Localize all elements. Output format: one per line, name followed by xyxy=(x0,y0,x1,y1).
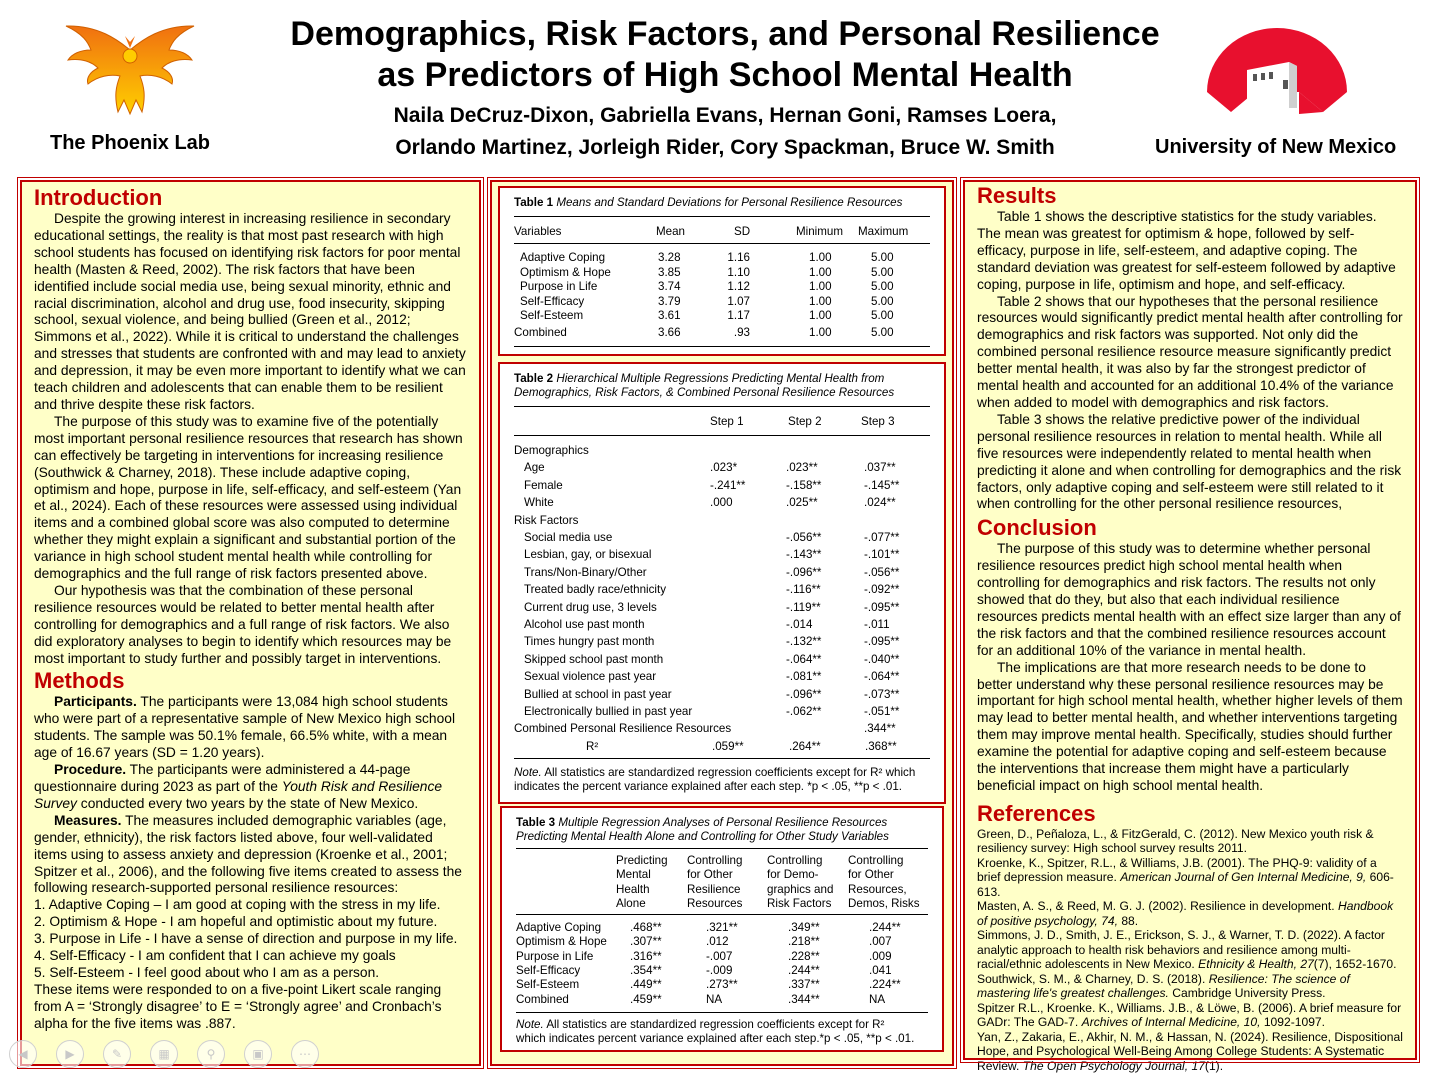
t2-cell: -.095** xyxy=(864,635,900,649)
t1-cell: 5.00 xyxy=(871,294,894,308)
author-list xyxy=(330,100,1120,164)
back-icon[interactable]: ◀ xyxy=(9,1040,37,1068)
t1-header: SD xyxy=(734,225,751,238)
ref-text: Southwick, S. M., & Charney, D. S. (2018). xyxy=(977,971,1206,986)
t3-cell: .321** xyxy=(706,921,738,934)
t1-header: Maximum xyxy=(858,225,909,238)
t2-cell: -.014 xyxy=(786,618,813,631)
t3-cell: .449** xyxy=(630,978,662,992)
intro-paragraph-1: Despite the growing interest in increasing resilience in secondary educational settings, the reality is that most past research with high school students has focused on identifying risk factors for poor mental health (Masten & Reed, 2002). The risk factors that have been identified include social media use, being sexual minority, ethnic and racial discrimination, alcohol and drug use, food insecurity, skipping school, sexual violence, and being bullied (Green et al., 2012; Simmons et al., 2022). While it is critical to understand the challenges and stresses that students are confronted with and may lead to anxiety and depression, it may be even more important to identify what we can teach children and adolescents that can enable them to be resilient and thrive despite these risk factors. xyxy=(34,211,466,412)
t1-cell: 1.10 xyxy=(727,265,750,279)
t2-cell: -.092** xyxy=(864,583,900,597)
t1-row-label: Purpose in Life xyxy=(520,280,598,294)
table-3-caption xyxy=(516,816,887,830)
table-2 xyxy=(498,362,946,804)
measure-item: 5. Self-Esteem - I feel good about who I am as a person. xyxy=(34,964,380,980)
t3-cell: .244** xyxy=(788,963,820,977)
table-1-rule xyxy=(514,243,930,244)
t1-row-label: Self-Efficacy xyxy=(520,294,585,308)
t1-cell: 5.00 xyxy=(871,280,894,294)
t2-cell: -.064** xyxy=(864,670,900,684)
table-3-title-1: Multiple Regression Analyses of Personal Resilience Resources xyxy=(558,816,888,829)
t2-cell: -.119** xyxy=(786,600,821,614)
t2-cell: -.241** xyxy=(710,478,746,492)
results-panel xyxy=(963,180,1417,1073)
t2-cell: -.096** xyxy=(786,565,822,579)
participants-paragraph xyxy=(34,694,467,762)
ref-text: Masten, A. S., & Reed, M. G. J. (2002). Resilience in development. xyxy=(977,899,1335,914)
table-3-rule xyxy=(516,1012,928,1013)
ref-journal: Ethnicity & Health, 27 xyxy=(1198,957,1314,972)
table-3-label: Table 3 xyxy=(516,816,556,829)
t2-row-label: Times hungry past month xyxy=(524,635,655,649)
t2-group-label: Demographics xyxy=(514,444,589,457)
t3-cell: .218** xyxy=(788,935,820,949)
results-paragraph-1: Table 1 shows the descriptive statistics for the study variables. The mean was greatest for optimism & hope, followed by self-efficacy, purpose in life, self-esteem, and adaptive coping. The standard deviation was greatest for self-esteem followed by adaptive coping, purpose in life, optimism and hope, and self-efficacy. xyxy=(977,209,1396,292)
table-2-note-2: indicates the percent variance explained after each step. *p < .05, **p < .01. xyxy=(514,780,902,793)
t3-row-label: Self-Esteem xyxy=(516,978,580,992)
t2-row-label: Skipped school past month xyxy=(524,652,664,666)
t3-cell: .228** xyxy=(788,949,820,963)
unm-label: University of New Mexico xyxy=(1155,136,1397,158)
t1-header: Variables xyxy=(514,225,562,238)
t3-header-line: Risk Factors xyxy=(767,897,832,911)
ref-journal: American Journal of Gen Internal Medicine, 9, xyxy=(1120,870,1367,885)
ref-text: Kroenke, K., Spitzer, R.L., & Williams, J.B. (2001). The PHQ-9: validity of a brief depression measure. xyxy=(977,855,1377,885)
t1-cell: 5.00 xyxy=(871,265,894,279)
t3-header-line: for Other xyxy=(687,868,733,882)
ref-pages: (7), 1652-1670. xyxy=(1313,957,1397,972)
t3-header-line: Demos, Risks xyxy=(848,897,920,911)
t2-cell: .037** xyxy=(864,461,896,475)
t2-row-label: Social media use xyxy=(524,531,613,544)
t1-cell: 1.17 xyxy=(727,309,750,323)
t2-cell: .023** xyxy=(786,461,818,475)
procedure-paragraph xyxy=(34,762,467,813)
t2-cell: -.095** xyxy=(864,600,900,614)
measure-item: 1. Adaptive Coping – I am good at coping with the stress in my life. xyxy=(34,897,441,913)
t3-cell: -.009 xyxy=(706,963,733,977)
t1-cell: 1.00 xyxy=(809,280,832,294)
procedure-label: Procedure. xyxy=(54,762,127,778)
ref-journal: Resilience: The science of mastering life's greatest challenges. xyxy=(977,971,1350,1001)
t3-header-line: Resilience xyxy=(687,882,741,896)
measures-label: Measures. xyxy=(54,812,122,828)
t2-row-label: Bullied at school in past year xyxy=(524,687,672,701)
t1-row-label: Adaptive Coping xyxy=(520,251,606,264)
t3-cell: .009 xyxy=(869,949,892,963)
title-line-2: as Predictors of High School Mental Health xyxy=(377,56,1073,94)
results-body xyxy=(977,209,1403,513)
measure-item: 2. Optimism & Hope - I am hopeful and optimistic about my future. xyxy=(34,914,438,930)
t1-row-label: Optimism & Hope xyxy=(520,265,611,279)
reference-item xyxy=(977,899,1403,928)
t3-cell: .244** xyxy=(869,921,901,934)
t1-row-label: Self-Esteem xyxy=(520,309,584,323)
t1-cell: 3.74 xyxy=(658,280,681,294)
unm-sun-icon xyxy=(1203,22,1351,120)
t2-header: Step 3 xyxy=(861,415,895,428)
ref-text: Simmons, J. D., Smith, J. E., Erickson, S. J., & Warner, T. D. (2022). A factor analytic approach to health risk behaviors and resilience among multi-racial/ethnic adolescents in New Mexico. xyxy=(977,928,1385,972)
t1-cell: 1.00 xyxy=(809,326,832,339)
zoom-icon[interactable]: ⚲ xyxy=(197,1040,225,1068)
intro-methods-panel xyxy=(20,180,481,1066)
t1-cell: 5.00 xyxy=(871,251,894,264)
t3-cell: .468** xyxy=(630,921,662,934)
t3-note-label: Note. xyxy=(516,1018,544,1031)
t2-cell: -.143** xyxy=(786,548,822,562)
reference-item xyxy=(977,972,1403,1001)
t2-cell: .344** xyxy=(864,722,896,736)
t3-header-line: Resources xyxy=(687,897,743,911)
ref-journal: Archives of Internal Medicine, 10, xyxy=(1081,1015,1261,1030)
t3-cell: NA xyxy=(706,992,723,1006)
ref-text: Spitzer R.L., Kroenke. K., Williams. J.B., & Löwe, B. (2006). A brief measure for GADr: The GAD-7. xyxy=(977,1000,1402,1030)
poster-title xyxy=(250,14,1200,96)
table-3-rule xyxy=(516,914,928,915)
authors-line-2: Orlando Martinez, Jorleigh Rider, Cory Spackman, Bruce W. Smith xyxy=(395,136,1055,159)
t2-cell: -.011 xyxy=(864,618,890,631)
table-2-note-1 xyxy=(514,766,915,780)
t2-r2-value: .368** xyxy=(865,740,897,753)
t2-cell: .024** xyxy=(864,496,896,510)
t3-row-label: Optimism & Hope xyxy=(516,935,607,949)
conclusion-paragraph-2: The implications are that more research needs to be done to better understand why these personal resilience resources may be important for high school mental health, whether higher levels of them may lead to better mental health, and whether interventions targeting them may improve mental health. Specifically, studies should further examine the potential for adaptive coping and self-esteem because the interventions that increase them might have a particularly beneficial impact on high school mental health. xyxy=(977,659,1403,793)
conclusion-paragraph-1: The purpose of this study was to determine whether personal resilience resources predict high school mental health when controlling for demographics and risk factors. The results not only showed that do they, but also that each individual resilience resources predicts mental health with an effect size larger than any of the risk factors and that the combined resilience resources account for an additional 10% of the variance in mental health. xyxy=(977,541,1401,658)
t3-cell: NA xyxy=(869,992,886,1006)
t2-r2-value: .059** xyxy=(712,740,744,753)
t2-cell: -.096** xyxy=(786,687,822,701)
ref-journal: The Open Psychology Journal, 17 xyxy=(1022,1058,1205,1073)
t3-note-text: All statistics are standardized regression coefficients except for R² xyxy=(546,1018,885,1031)
conclusion-heading: Conclusion xyxy=(977,515,1097,541)
table-1 xyxy=(498,186,946,356)
results-paragraph-2: Table 2 shows that our hypotheses that the personal resilience resources would significantly predict mental health after controlling for demographics and risk factors was supported. Not only did the combined personal resilience resource measure significantly predict better mental health, it was also by far the strongest predictor of mental health and accounted for an additional 10.4% of the variance when added to model with demographics and risk factors. xyxy=(977,293,1403,410)
table-2-label: Table 2 xyxy=(514,372,554,385)
t2-cell: .023* xyxy=(710,461,738,475)
t2-cell: -.081** xyxy=(786,670,822,684)
measures-text: The measures included demographic variables (age, gender, ethnicity), the risk factors listed above, four well-validated items using to assess anxiety and depression (Kroenke et al., 2001; Spitzer et al., 2006), and the following five items created to assess the following research-supported personal resilience resources: xyxy=(34,812,462,896)
measures-paragraph xyxy=(34,813,467,898)
t3-cell: -.007 xyxy=(706,949,733,963)
intro-paragraph-2: The purpose of this study was to examine five of the potentially most important personal resilience resources that research has shown can effectively be targeting in interventions for increasing resilience (Southwick & Charney, 2018). These include adaptive coping, optimism and hope, purpose in life, self-efficacy, and self-esteem (Yan et al., 2024). Each of these resources were assessed using individual items and a combined global score was also computed to determine whether they might explain a significant and substantial portion of the variance in high school student mental health while controlling for demographics and the full range of risk factors presented above. xyxy=(34,413,463,582)
t3-cell: .307** xyxy=(630,935,662,949)
t2-cell: -.040** xyxy=(864,652,900,666)
results-heading: Results xyxy=(977,183,1057,208)
t3-row-label: Purpose in Life xyxy=(516,949,594,963)
t3-row-label: Combined xyxy=(516,992,569,1006)
t3-cell: .316** xyxy=(630,949,662,963)
t2-r2-value: .264** xyxy=(789,740,821,753)
t1-cell: 3.79 xyxy=(658,294,681,308)
t2-r2-label: R² xyxy=(586,740,599,753)
t2-cell: -.056** xyxy=(786,531,822,544)
table-3-note-2: which indicates percent variance explained after each step.*p < .05, **p < .01. xyxy=(516,1032,915,1045)
t2-row-label: Current drug use, 3 levels xyxy=(524,600,657,614)
t1-header: Minimum xyxy=(796,225,844,238)
phoenix-icon xyxy=(58,20,203,120)
t2-note-text: All statistics are standardized regression coefficients except for R² which xyxy=(544,766,916,779)
procedure-survey-name: Youth Risk and Resilience Survey xyxy=(34,779,443,811)
play-icon[interactable]: ▶ xyxy=(56,1040,84,1068)
t1-cell: 3.85 xyxy=(658,265,681,279)
t2-cell: -.132** xyxy=(786,635,822,649)
methods-closing: These items were responded to on a five-point Likert scale ranging from A = ‘Strongly disagree’ to E = ‘Strongly agree’ and Cronbach’s alpha for the five items was .887. xyxy=(34,981,442,1031)
t3-cell: .459** xyxy=(630,992,662,1006)
table-3 xyxy=(500,806,944,1052)
t3-cell: .349** xyxy=(788,921,820,934)
authors-line-1: Naila DeCruz-Dixon, Gabriella Evans, Hernan Goni, Ramses Loera, xyxy=(393,104,1057,127)
t3-header-line: Resources, xyxy=(848,882,907,896)
ref-pages: 1092-1097. xyxy=(1263,1015,1326,1030)
t3-cell: .012 xyxy=(706,935,729,949)
t3-header-line: Controlling xyxy=(767,854,823,867)
t2-row-label: Female xyxy=(524,478,563,492)
table-2-title-1: Hierarchical Multiple Regressions Predicting Mental Health from xyxy=(556,372,885,385)
t2-cell: .000 xyxy=(710,496,733,510)
ref-pages: 88. xyxy=(1121,913,1139,928)
ref-text: Green, D., Peñaloza, L., & FitzGerald, C. (2012). New Mexico youth risk & resiliency survey: High school survey results 2011. xyxy=(977,826,1374,856)
t2-note-label: Note. xyxy=(514,766,542,779)
t1-cell: 1.12 xyxy=(727,280,750,294)
ref-pages: (1). xyxy=(1204,1058,1224,1073)
t2-cell: -.101** xyxy=(864,548,900,562)
t1-cell: 3.66 xyxy=(658,326,681,339)
t2-cell: .025** xyxy=(786,496,818,510)
measure-item: 4. Self-Efficacy - I am confident that I can achieve my goals xyxy=(34,948,396,964)
table-1-caption xyxy=(514,196,902,210)
results-paragraph-3: Table 3 shows the relative predictive power of the individual personal resilience resources in relation to mental health. While all five resources were independently related to mental health when predicting it alone and when controlling for demographics and the risk factors, only adaptive coping and self-esteem were still related to it when controlling for the other personal resilience resources, xyxy=(977,411,1402,512)
table-1-title: Means and Standard Deviations for Personal Resilience Resources xyxy=(556,196,903,209)
t3-header-line: graphics and xyxy=(767,882,834,896)
phoenix-lab-label: The Phoenix Lab xyxy=(50,132,211,154)
t2-cell: -.056** xyxy=(864,565,900,579)
reference-item xyxy=(977,856,1403,900)
table-2-rule xyxy=(514,406,930,407)
t3-cell: .224** xyxy=(869,978,901,992)
t2-row-label: Trans/Non-Binary/Other xyxy=(524,565,647,579)
intro-paragraph-3: Our hypothesis was that the combination of these personal resilience resources would be related to better mental health after controlling for demographics and a full range of risk factors. We also did exploratory analyses to begin to identify which resources may be most important to study further and possibly target in interventions. xyxy=(34,582,452,666)
t3-row-label: Adaptive Coping xyxy=(516,921,602,934)
table-1-rule xyxy=(514,346,930,347)
t2-row-label: White xyxy=(524,496,554,510)
slides-icon[interactable]: ▦ xyxy=(150,1040,178,1068)
ref-journal: Handbook of positive psychology, 74, xyxy=(977,899,1394,928)
t1-cell: 1.00 xyxy=(809,251,832,264)
t3-header-line: Predicting xyxy=(616,854,668,867)
t3-header-line: Controlling xyxy=(848,854,904,867)
t3-header-line: Controlling xyxy=(687,854,743,867)
participants-label: Participants. xyxy=(54,694,137,710)
t1-cell: 3.61 xyxy=(658,309,681,323)
methods-heading: Methods xyxy=(34,668,125,694)
ref-pages: 606-613. xyxy=(977,870,1394,899)
t3-header-line: Alone xyxy=(616,897,646,911)
references-heading: References xyxy=(977,800,1096,826)
t2-group-label: Combined Personal Resilience Resources xyxy=(514,722,732,736)
t3-header-line: for Demo- xyxy=(767,868,819,882)
table-1-label: Table 1 xyxy=(514,196,554,209)
table-1-rule xyxy=(514,216,930,217)
t2-header: Step 2 xyxy=(788,415,822,428)
more-icon[interactable]: ⋯ xyxy=(291,1040,319,1068)
t2-row-label: Treated badly race/ethnicity xyxy=(524,583,666,597)
procedure-text-a: The participants were administered a 44-page questionnaire during 2023 as part of the xyxy=(34,762,411,794)
t1-cell: 3.28 xyxy=(658,251,681,264)
t2-cell: -.116** xyxy=(786,583,821,597)
reference-item xyxy=(977,1001,1403,1030)
t3-cell: .041 xyxy=(869,963,892,977)
pen-icon[interactable]: ✎ xyxy=(103,1040,131,1068)
t1-cell: 1.00 xyxy=(809,309,832,323)
t1-cell: .93 xyxy=(733,326,750,339)
t3-cell: .273** xyxy=(706,978,738,992)
t1-row-label: Combined xyxy=(514,326,567,339)
t2-cell: -.051** xyxy=(864,705,900,718)
t1-cell: 5.00 xyxy=(871,326,894,339)
table-2-title-2: Demographics, Risk Factors, & Combined Personal Resilience Resources xyxy=(514,386,895,399)
t1-cell: 1.16 xyxy=(727,251,750,264)
ref-pages: Cambridge University Press. xyxy=(1172,986,1326,1001)
t1-cell: 5.00 xyxy=(871,309,894,323)
reference-item xyxy=(977,928,1403,972)
t2-cell: -.145** xyxy=(864,478,900,492)
table-2-rule xyxy=(514,435,930,436)
title-line-1: Demographics, Risk Factors, and Personal Resilience xyxy=(290,15,1160,53)
procedure-text-b: conducted every two years by the state of New Mexico. xyxy=(80,795,419,811)
table-3-note-1 xyxy=(516,1018,884,1032)
t2-row-label: Alcohol use past month xyxy=(524,618,645,631)
t1-cell: 1.00 xyxy=(809,294,832,308)
ref-text: Yan, Z., Zakaria, E., Akhir, N. M., & Hassan, N. (2024). Resilience, Dispositional Hope, and Psychological Well-Being Among College Students: A Systematic Review. xyxy=(977,1029,1403,1073)
unm-logo xyxy=(1203,22,1351,120)
t1-cell: 1.00 xyxy=(809,265,832,279)
t2-cell: -.064** xyxy=(786,652,822,666)
t2-cell: -.158** xyxy=(786,478,822,492)
t2-cell: -.073** xyxy=(864,687,900,701)
subtitles-icon[interactable]: ▣ xyxy=(244,1040,272,1068)
t3-header-line: for Other xyxy=(848,868,894,882)
t2-group-label: Risk Factors xyxy=(514,513,579,527)
phoenix-logo xyxy=(58,20,203,120)
t2-row-label: Electronically bullied in past year xyxy=(524,705,693,718)
t2-header: Step 1 xyxy=(710,415,744,428)
reference-item xyxy=(977,1030,1403,1074)
t2-row-label: Age xyxy=(524,461,545,475)
table-3-title-2: Predicting Mental Health Alone and Controlling for Other Study Variables xyxy=(516,830,889,843)
t2-row-label: Lesbian, gay, or bisexual xyxy=(524,548,652,562)
t2-cell: -.077** xyxy=(864,531,900,544)
methods-body xyxy=(34,694,467,1032)
introduction-body xyxy=(34,211,467,667)
t3-cell: .337** xyxy=(788,978,820,992)
t3-header-line: Health xyxy=(616,882,650,896)
participants-text: The participants were 13,084 high school students who were part of a representative sample of New Mexico high school students. The sample was 50.1% female, 66.5% white, with a mean age of 16.67 years (SD = 1.20 years). xyxy=(34,694,456,761)
introduction-heading: Introduction xyxy=(34,185,163,210)
table-3-rule xyxy=(516,848,928,849)
measure-item: 3. Purpose in Life - I have a sense of direction and purpose in my life. xyxy=(34,931,458,947)
table-2-caption xyxy=(514,372,884,386)
t3-cell: .007 xyxy=(869,935,892,949)
t3-header-line: Mental xyxy=(616,868,651,882)
t2-cell: -.062** xyxy=(786,705,822,718)
t1-cell: 1.07 xyxy=(727,294,750,308)
t1-header: Mean xyxy=(656,225,686,238)
references-list xyxy=(977,827,1403,1074)
conclusion-body xyxy=(977,541,1403,795)
reference-item xyxy=(977,827,1403,856)
t3-cell: .354** xyxy=(630,963,662,977)
t3-cell: .344** xyxy=(788,992,820,1006)
t2-row-label: Sexual violence past year xyxy=(524,670,657,684)
table-2-rule xyxy=(514,758,930,759)
t3-row-label: Self-Efficacy xyxy=(516,963,581,977)
